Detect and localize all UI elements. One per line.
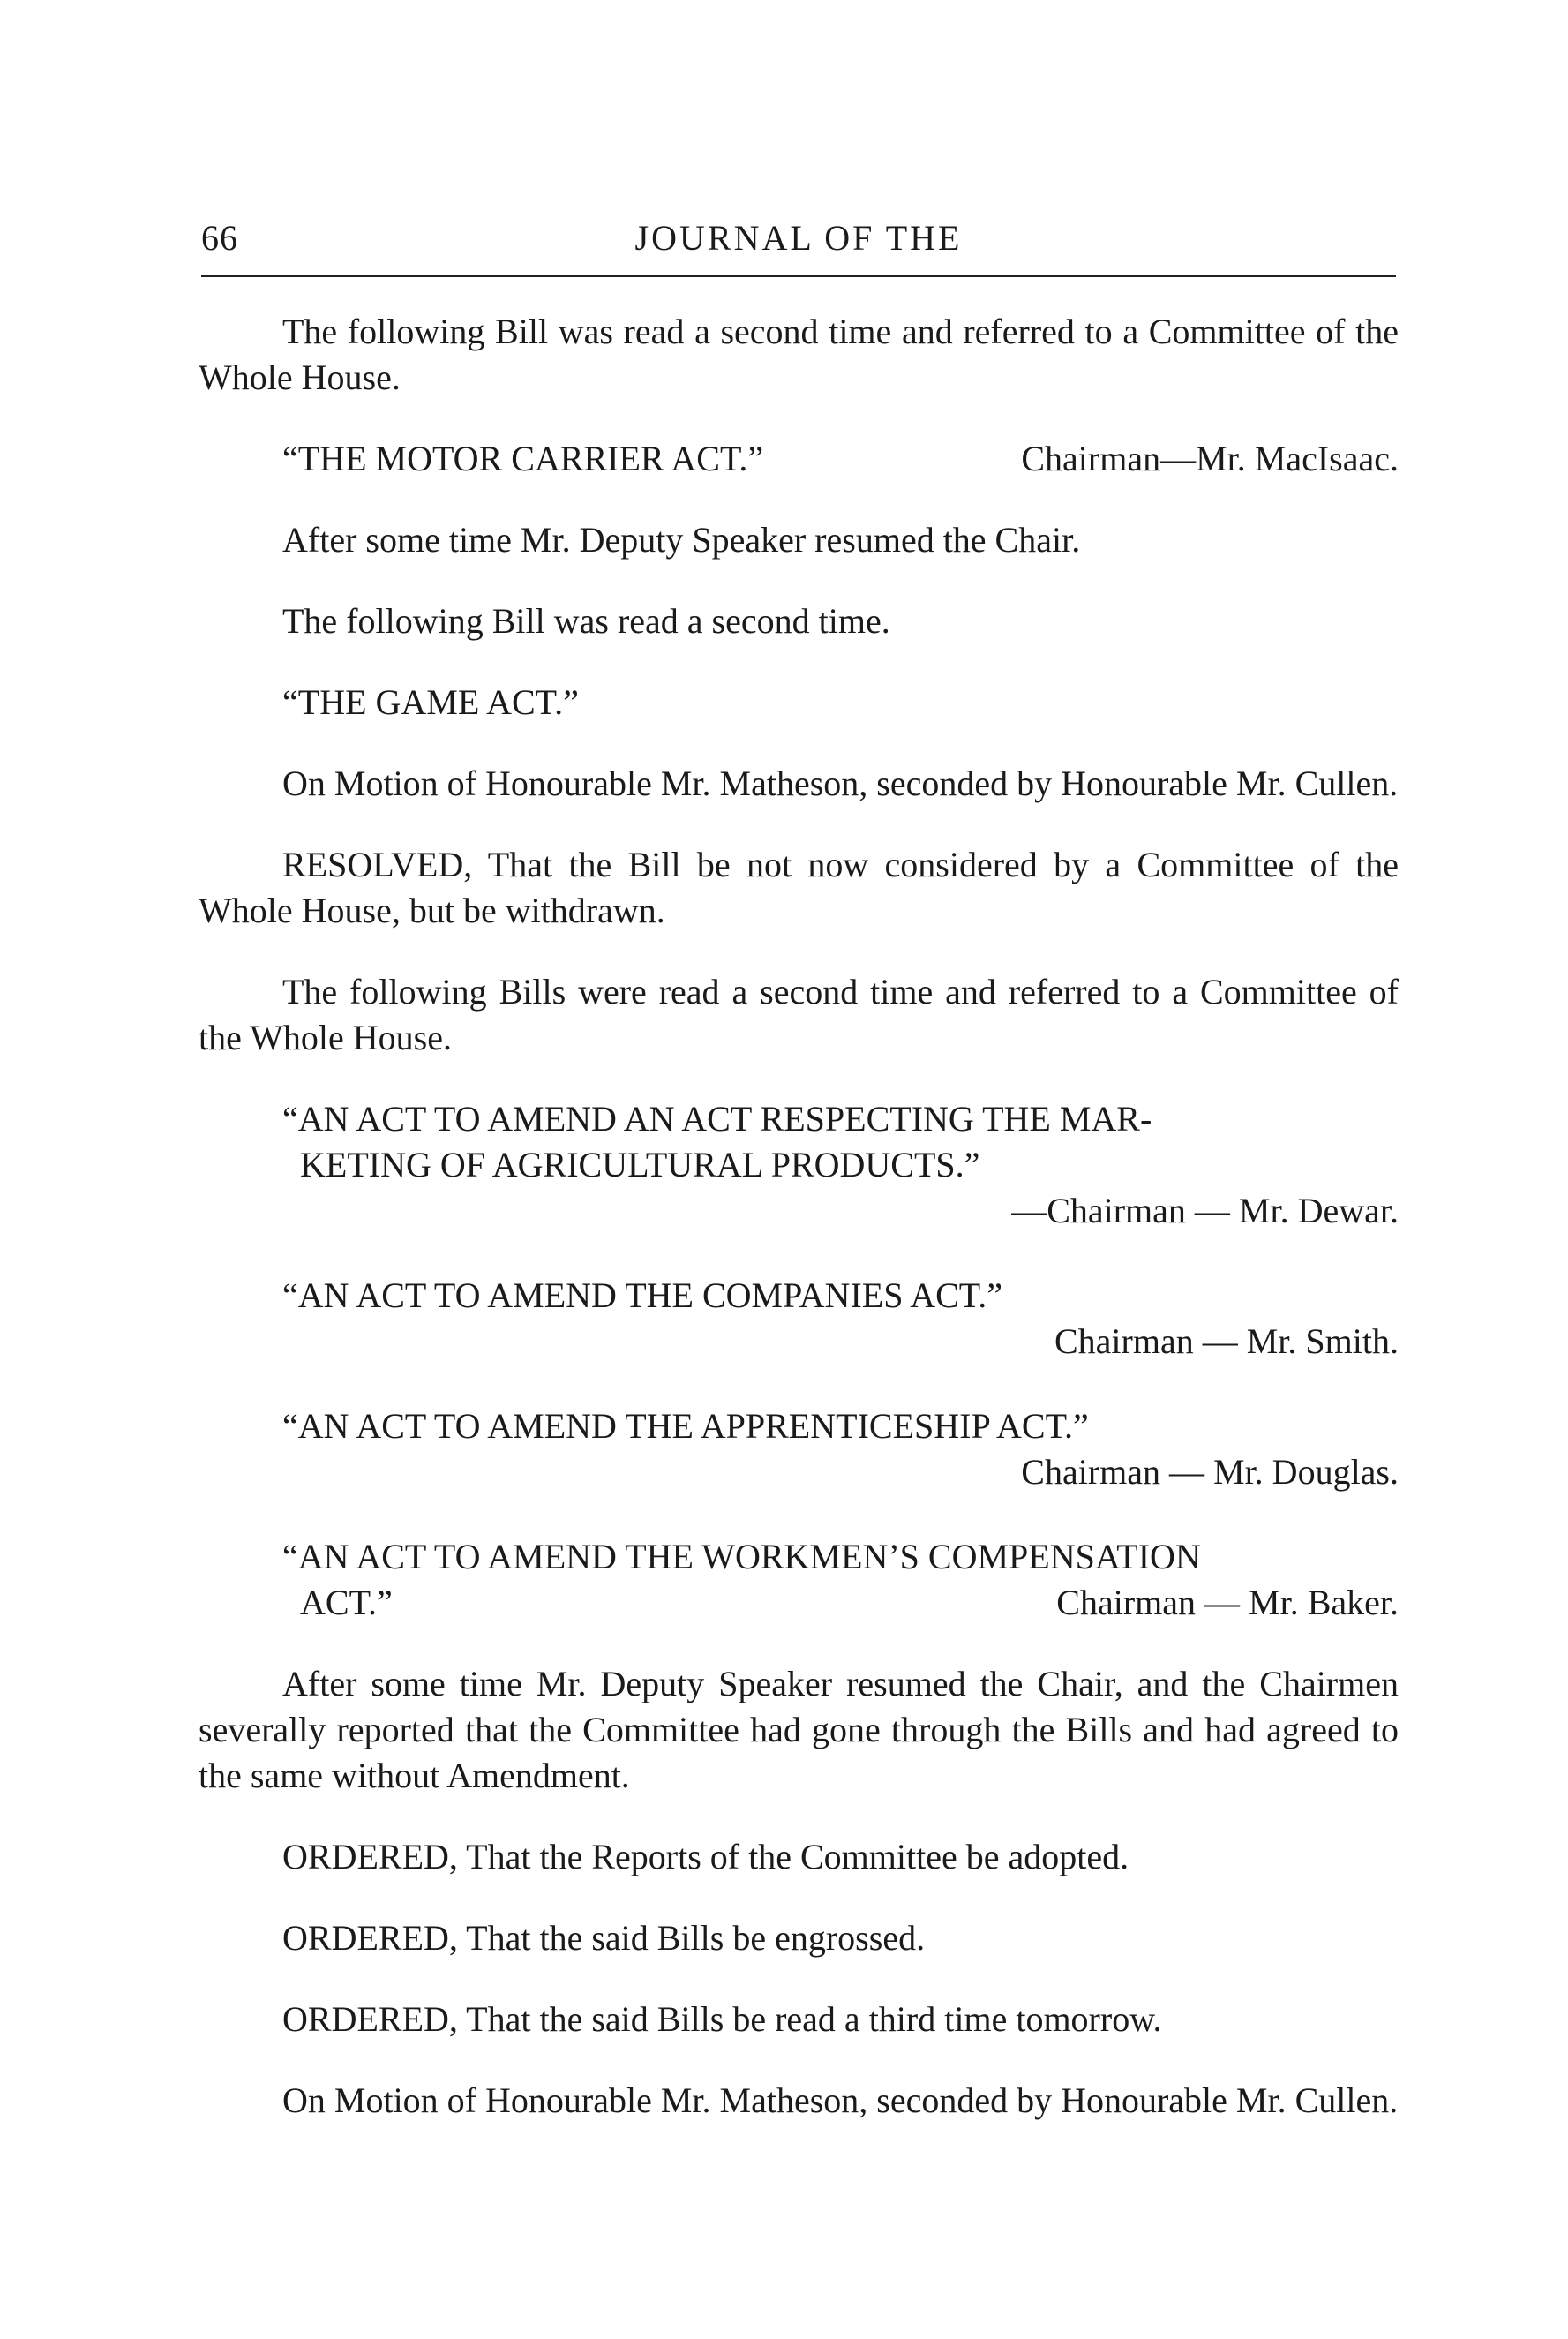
paragraph-bill-read-second-time: The following Bill was read a second time and referred to a Committee of the Whole House. [199, 312, 1399, 397]
paragraph-resolved: RESOLVED, That the Bill be not now considered by a Committee of the Whole House, but be withdrawn. [199, 845, 1399, 930]
bill-title-continuation: KETING OF AGRICULTURAL PRODUCTS.” [300, 1145, 980, 1185]
page-header [201, 217, 1396, 277]
bill-title-line: “AN ACT TO AMEND AN ACT RESPECTING THE MAR- [282, 1099, 1152, 1139]
bill-entry-motor-carrier [199, 436, 1399, 482]
bill-chairman: —Chairman — Mr. Dewar. [1011, 1191, 1399, 1230]
page-number: 66 [201, 218, 238, 258]
bill-title: “AN ACT TO AMEND THE APPRENTICESHIP ACT.” [282, 1406, 1089, 1446]
paragraph-ordered-engrossed: ORDERED, That the said Bills be engrossed. [282, 1918, 926, 1958]
paragraph-chairmen-reported: After some time Mr. Deputy Speaker resumed the Chair, and the Chairmen severally reported that the Committee had gone through the Bills and had agreed to the same without Amendment. [199, 1664, 1399, 1795]
bill-entry-agricultural-products [199, 1096, 1399, 1234]
bill-entry-game-act: “THE GAME ACT.” [282, 682, 579, 722]
journal-body [199, 309, 1399, 2124]
paragraph-speaker-resumed: After some time Mr. Deputy Speaker resumed the Chair. [282, 520, 1081, 560]
paragraph-ordered-reports-adopted: ORDERED, That the Reports of the Committee be adopted. [282, 1837, 1129, 1876]
paragraph-bill-read: The following Bill was read a second time. [282, 601, 890, 641]
bill-entry-companies-act [199, 1273, 1399, 1365]
bill-title-line: “AN ACT TO AMEND THE WORKMEN’S COMPENSATION [282, 1537, 1201, 1576]
paragraph-motion: On Motion of Honourable Mr. Matheson, seconded by Honourable Mr. Cullen. [282, 763, 1399, 803]
bill-entry-apprenticeship-act [199, 1403, 1399, 1495]
paragraph-ordered-third-reading: ORDERED, That the said Bills be read a third time tomorrow. [282, 1999, 1162, 2039]
bill-title: “AN ACT TO AMEND THE COMPANIES ACT.” [282, 1275, 1003, 1315]
running-head: JOURNAL OF THE [634, 218, 963, 258]
bill-entry-workmens-compensation [199, 1534, 1399, 1626]
bill-chairman: Chairman—Mr. MacIsaac. [1021, 439, 1399, 478]
bill-chairman: Chairman — Mr. Smith. [1054, 1321, 1399, 1361]
bill-title: “THE MOTOR CARRIER ACT.” [282, 439, 764, 478]
bill-title-continuation: ACT.” [300, 1583, 393, 1622]
paragraph-bills-read-second-time: The following Bills were read a second time and referred to a Committee of the Whole House. [199, 972, 1399, 1057]
bill-chairman: Chairman — Mr. Baker. [1056, 1583, 1399, 1622]
paragraph-motion-final: On Motion of Honourable Mr. Matheson, seconded by Honourable Mr. Cullen. [282, 2080, 1399, 2120]
bill-chairman: Chairman — Mr. Douglas. [1021, 1452, 1399, 1492]
